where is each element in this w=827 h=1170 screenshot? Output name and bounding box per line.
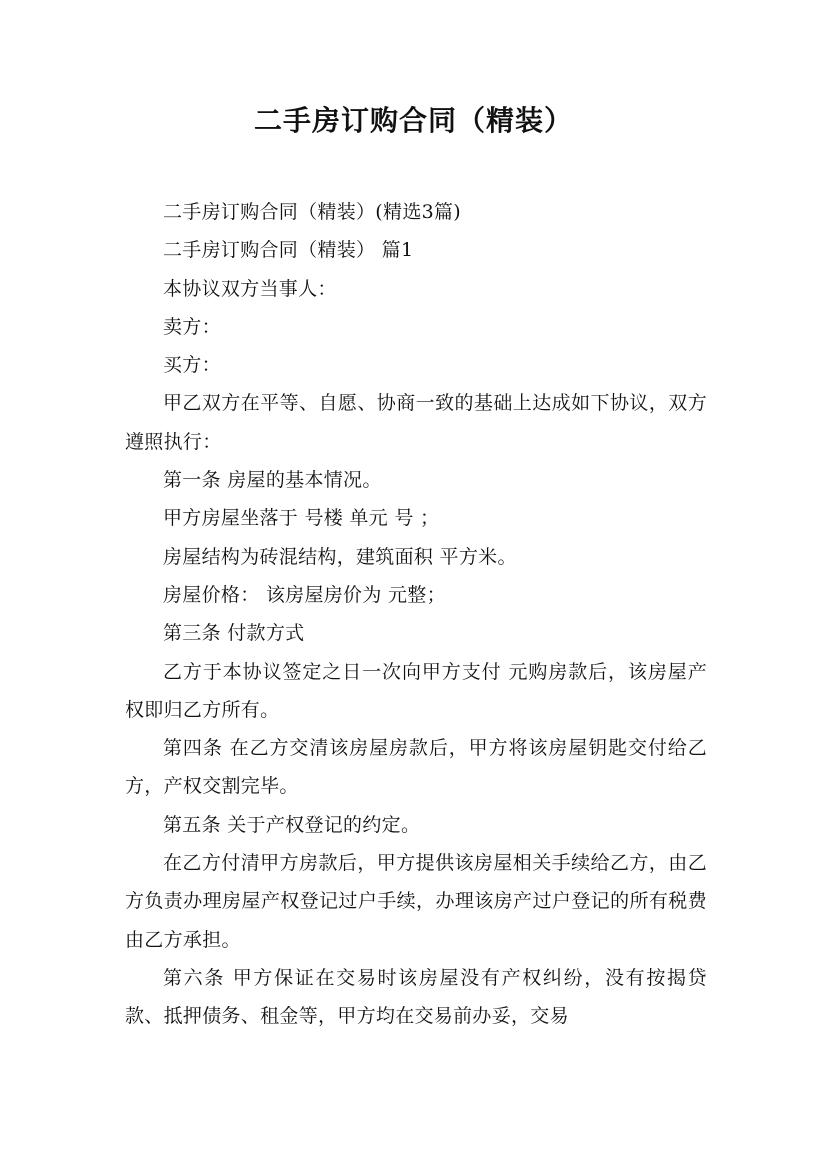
- paragraph-article-4: 第四条 在乙方交清该房屋房款后，甲方将该房屋钥匙交付给乙方，产权交割完毕。: [125, 737, 707, 798]
- document-body: [125, 193, 707, 1036]
- document-title: 二手房订购合同（精装）: [253, 104, 573, 137]
- paragraph-subtitle: 二手房订购合同（精装）(精选3篇): [163, 201, 462, 223]
- paragraph-article-6: 第六条 甲方保证在交易时该房屋没有产权纠纷，没有按揭贷款、抵押债务、租金等，甲方均在交易前办妥，交易: [125, 966, 707, 1028]
- paragraph-article-3: 第三条 付款方式: [163, 622, 305, 645]
- paragraph-seller: 卖方：: [163, 315, 221, 338]
- paragraph-parties-intro: 本协议双方当事人：: [163, 277, 337, 300]
- paragraph-structure: 房屋结构为砖混结构，建筑面积 平方米。: [163, 545, 517, 568]
- paragraph-location: 甲方房屋坐落于 号楼 单元 号 ；: [163, 507, 440, 530]
- paragraph-part-heading: 二手房订购合同（精装） 篇1: [163, 239, 414, 262]
- paragraph-registration: 在乙方付清甲方房款后，甲方提供该房屋相关手续给乙方，由乙方负责办理房屋产权登记过户手续，办理该房产过户登记的所有税费由乙方承担。: [125, 852, 707, 951]
- paragraph-agreement-basis: 甲乙双方在平等、自愿、协商一致的基础上达成如下协议，双方遵照执行：: [125, 392, 707, 453]
- paragraph-article-5: 第五条 关于产权登记的约定。: [163, 813, 421, 836]
- paragraph-payment: 乙方于本协议签定之日一次向甲方支付 元购房款后，该房屋产权即归乙方所有。: [125, 660, 707, 721]
- paragraph-price: 房屋价格： 该房屋房价为 元整；: [163, 583, 446, 606]
- paragraph-buyer: 买方：: [163, 354, 221, 377]
- paragraph-article-1: 第一条 房屋的基本情况。: [163, 469, 382, 492]
